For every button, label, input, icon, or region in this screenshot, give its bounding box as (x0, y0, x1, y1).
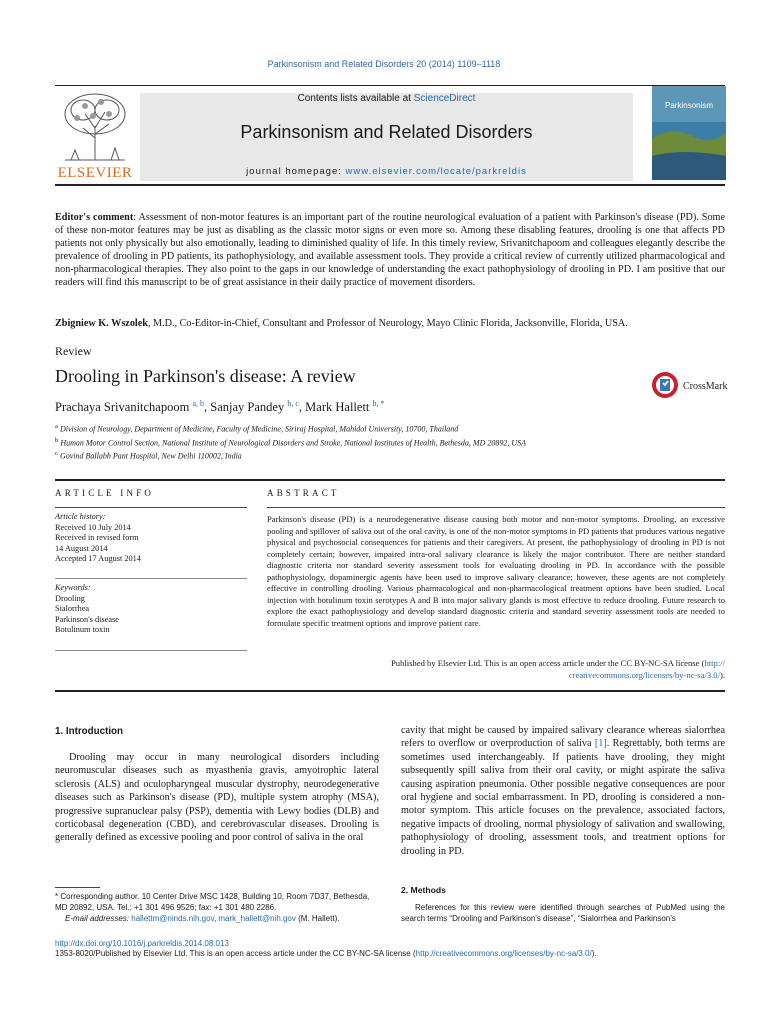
keyword: Drooling (55, 593, 85, 603)
article-info-rule (55, 578, 247, 579)
affiliation: $^a$ Division of Neurology, Department of Medicine, Faculty of Medicine, Siriraj Hospital, Mahidol University, 10700, Thailand (55, 423, 459, 434)
abstract-text: Parkinson's disease (PD) is a neurodegenerative disease causing both motor and non-motor symptoms. Drooling, an excessive pooling and spillover of saliva out of the oral cavity, is one of the non-motor symptoms in PD patients that produces various negative physical and psychosocial consequences for patients and their caregivers. At present, the pathophysiology of drooling in PD is not completely certain; however, impaired intra-oral salivary clearance is likely the major contributor. There are neither standard diagnostic criteria nor standard severity assessment tools for evaluating drooling in PD. In accordance with the possible pathophysiology, dopaminergic agents have been used to improve salivary clearance; however, these agents are not completely effective in controlling drooling. Various pharmacological and non-pharmacological treatment options have been studied. Local injection with botulinum toxin serotypes A and B into major salivary glands is most effective to reduce drooling. Future research to explore the exact pathophysiology and develop standard diagnostic criteria and standard severity assessment tools are needed to formulate specific treatment options and improve patient care. (267, 514, 725, 628)
author-affil-ref[interactable]: b, * (372, 399, 385, 408)
abstract-rule (267, 507, 725, 508)
keyword: Parkinson's disease (55, 614, 119, 624)
author-name[interactable]: Prachaya Srivanitchapoom (55, 400, 190, 415)
journal-cover-image[interactable] (652, 86, 726, 180)
article-type: Review (55, 344, 92, 358)
journal-citation[interactable]: Parkinsonism and Related Disorders 20 (2014) 1109–1118 (267, 59, 501, 69)
crossmark-badge[interactable] (651, 369, 731, 401)
history-line: 14 August 2014 (55, 543, 108, 553)
license-link[interactable]: http:// (704, 658, 725, 668)
reference-link[interactable]: [1] (594, 738, 607, 750)
license-link[interactable]: creativecommons.org/licenses/by-nc-sa/3.0/ (568, 669, 720, 680)
affiliation: $^c$ Govind Ballabh Pant Hospital, New Delhi 110002, India (55, 450, 242, 461)
sciencedirect-link[interactable]: ScienceDirect (413, 93, 476, 104)
signer-role: , M.D., Co-Editor-in-Chief, Consultant and Professor of Neurology, Mayo Clinic Florida, Jacksonville, Florida, USA. (147, 318, 628, 329)
cover-title: Parkinsonism (664, 101, 714, 110)
issn-line: 1353-8020/Published by Elsevier Ltd. This is an open access article under the CC BY-NC-SA license (http://creativecommons.org/licenses/by-nc-sa/3.0/). (55, 949, 597, 958)
author-name[interactable]: Mark Hallett (305, 400, 370, 415)
license-link[interactable]: http://creativecommons.org/licenses/by-nc-sa/3.0/ (415, 949, 592, 958)
keywords (55, 583, 119, 636)
signer-name: Zbigniew K. Wszolek (55, 318, 148, 329)
editors-signature (55, 318, 725, 329)
article-info-heading: ARTICLE INFO (55, 488, 155, 498)
methods-heading: 2. Methods (401, 885, 446, 895)
crossmark-label: CrossMark (683, 381, 728, 392)
keywords-label: Keywords: (55, 583, 91, 592)
contents-prefix: Contents lists available at (297, 93, 414, 104)
editors-comment-text: : Assessment of non-motor features is an important part of the routine neurological evaluation of a patient with Parkinson's disease (PD). Some of these non-motor features may be just as disabling as the classic motor signs or even more so. Among these disabling features, drooling is one that affects PD patients not only physically but also emotionally, leading to diminished quality of life. In this timely review, Srivanitchapoom and colleagues elegantly describe the prevalence of drooling in PD patients, its pathophysiology, and available assessment tools. They provide a critical review of currently utilized pharmacological and non-pharmacological therapies. They also point to the gaps in our knowledge of understanding the exact pathophysiology of drooling in PD. I am positive that our readers will find this manuscript to be of great assistance in their daily practice of movement disorders. (55, 212, 725, 288)
author-list: Prachaya Srivanitchapoom $^{a, b}$, Sanjay Pandey $^{b, c}$, Mark Hallett $^{b, *}$ (55, 399, 385, 415)
introduction-right-column: cavity that might be caused by impaired salivary clearance whereas sialorrhea refers to overflow or overproduction of saliva [1]. Regrettably, both terms are sometimes used interchangeably. If patients have drooling, they might subsequently spill saliva from their oral cavity, or might aspirate the saliva causing aspiration pneumonia. Other possible negative consequences are poor oral hygiene and social embarrassment. In PD, drooling is considered a non-motor symptom. This article focuses on the prevalence, associated factors, negative impacts of drooling, normal physiology of salivation and swallowing, pathophysiology of drooling, assessment tools, and treatment options for drooling in PD. (401, 725, 725, 857)
article-title: Drooling in Parkinson's disease: A review (55, 366, 356, 386)
doi-link[interactable]: http://dx.doi.org/10.1016/j.parkreldis.2014.08.013 (55, 939, 229, 948)
history-line: Received 10 July 2014 (55, 522, 131, 532)
corresponding-author-footnote: * Corresponding author. 10 Center Drive MSC 1428, Building 10, Room 7D37, Bethesda, MD 20892, USA. Tel.: +1 301 496 9526; fax: +1 301 480 2286. E-mail addresses: hallettm@ninds.nih.gov, mark_hallett@nih.gov (M. Hallett). (55, 892, 370, 923)
history-label: Article history: (55, 512, 106, 521)
article-history (55, 512, 141, 565)
homepage-link[interactable]: www.elsevier.com/locate/parkreldis (345, 166, 527, 177)
article-info-rule (55, 650, 247, 651)
keyword: Botulinum toxin (55, 625, 110, 635)
history-line: Received in revised form (55, 533, 139, 543)
abstract-heading: ABSTRACT (267, 488, 340, 498)
affiliation: $^b$ Human Motor Control Section, National Institute of Neurological Disorders and Stroke, National Institutes of Health, Bethesda, MD 20892, USA (55, 436, 527, 448)
editors-comment (55, 211, 725, 289)
introduction-heading: 1. Introduction (55, 726, 124, 737)
introduction-left-column: Drooling may occur in many neurological disorders including neuromuscular diseases such as myasthenia gravis, amyotrophic lateral sclerosis (ALS) and oculopharyngeal muscular dystrophy, neurodegenerative diseases such as Parkinson's disease (PD), multiple system atrophy (MSA), progressive supranuclear palsy (PSP), dementia with Lewy bodies (DLB) and corticobasal degeneration (CBD), and cerebrovascular diseases. Drooling is generally defined as excessive pooling and poor control of saliva in the oral (55, 752, 379, 844)
header-bottom-rule (55, 184, 725, 186)
methods-text: References for this review were identified through searches of PubMed using the search terms “Drooling and Parkinson's disease”, “Sialorrhea and Parkinson's (401, 903, 725, 923)
journal-title: Parkinsonism and Related Disorders (240, 122, 533, 142)
history-line: Accepted 17 August 2014 (55, 554, 141, 564)
header-rule (55, 85, 725, 86)
article-info-rule (55, 507, 247, 508)
abstract-license: Published by Elsevier Ltd. This is an open access article under the CC BY-NC-SA license (http:// creativecommons.org/licenses/by-nc-sa/3.0/). (391, 658, 725, 680)
section-rule (55, 479, 725, 481)
author-affil-ref[interactable]: b, c (287, 399, 299, 408)
email-link[interactable]: mark_hallett@nih.gov (218, 914, 296, 923)
journal-homepage (140, 166, 633, 177)
section-rule (55, 690, 725, 692)
footnote-rule (55, 887, 100, 888)
keyword: Sialorrhea (55, 604, 90, 614)
author-affil-ref[interactable]: a, b (192, 399, 205, 408)
elsevier-wordmark: ELSEVIER (57, 165, 133, 181)
contents-line (140, 93, 633, 104)
homepage-prefix: journal homepage: (246, 166, 346, 177)
author-name[interactable]: Sanjay Pandey (210, 400, 285, 415)
editors-comment-label: Editor's comment (55, 212, 134, 223)
email-link[interactable]: hallettm@ninds.nih.gov (131, 914, 214, 923)
affiliations (55, 421, 526, 462)
